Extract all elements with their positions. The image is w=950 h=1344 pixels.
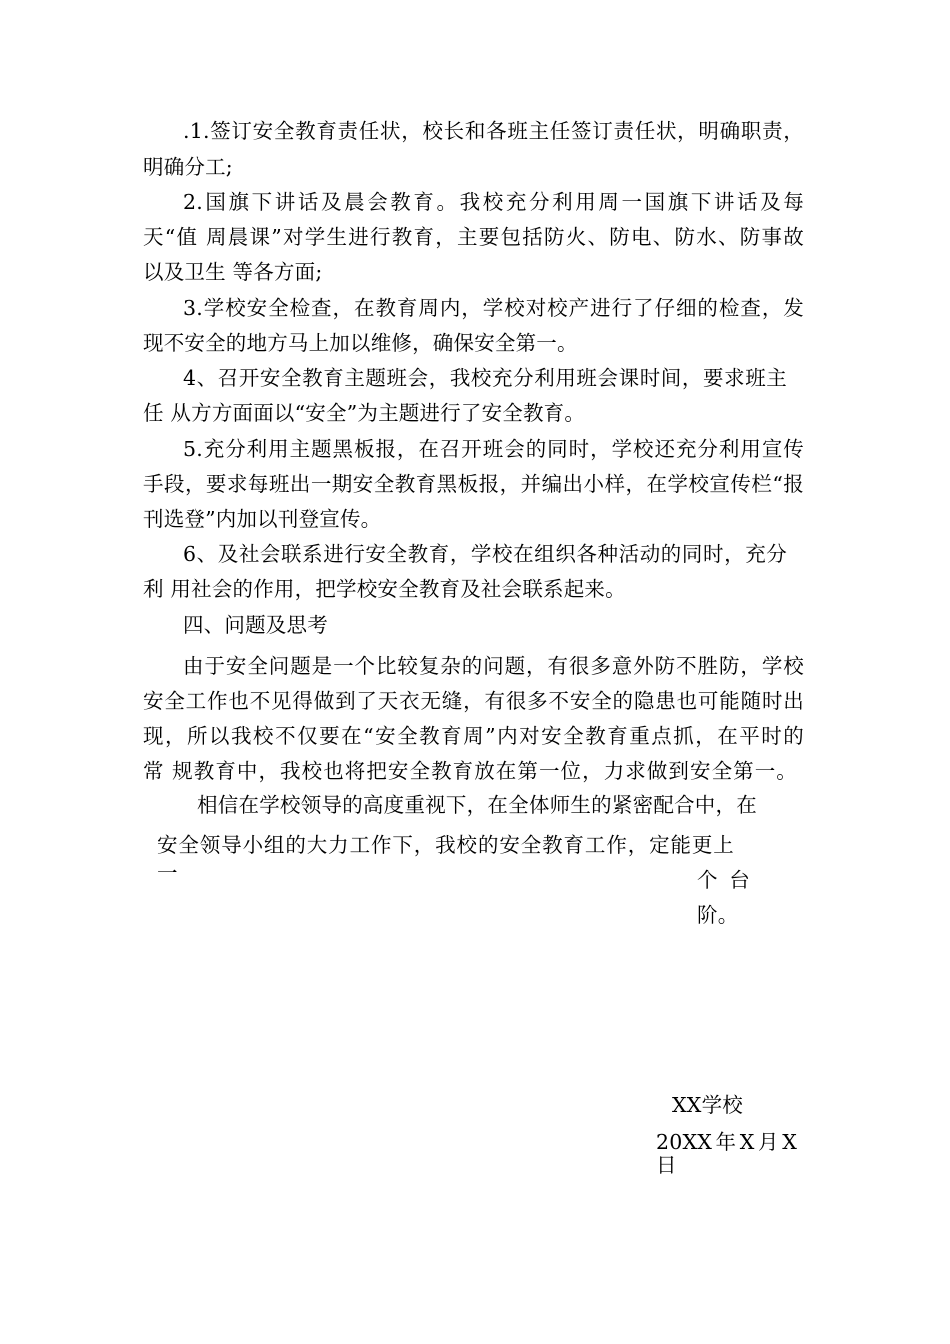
item-5-line-1: 5.充分利用主题黑板报，在召开班会的同时，学校还充分利用宣传 (183, 437, 804, 461)
item-6-line-1: 6、及社会联系进行安全教育，学校在组织各种活动的同时，充分 (183, 542, 787, 566)
item-6-line-2: 利 用社会的作用，把学校安全教育及社会联系起来。 (143, 577, 626, 601)
closing-line-3: 个 台 (697, 868, 750, 892)
signature-date-line-1: 20XX年X月X (656, 1130, 797, 1154)
closing-line-1: 相信在学校领导的高度重视下，在全体师生的紧密配合中，在 (197, 793, 757, 817)
reflection-line-1: 由于安全问题是一个比较复杂的问题，有很多意外防不胜防，学校 (183, 654, 804, 678)
section-heading: 四、问题及思考 (183, 613, 328, 637)
signature-school: XX学校 (672, 1093, 743, 1117)
reflection-line-3: 现，所以我校不仅要在“安全教育周”内对安全教育重点抓，在平时的 (143, 724, 804, 748)
item-1-line-1: .1.签订安全教育责任状，校长和各班主任签订责任状，明确职责， (183, 119, 804, 143)
item-2-line-1: 2.国旗下讲话及晨会教育。我校充分利用周一国旗下讲话及每 (183, 190, 804, 214)
item-2-line-2: 天“值 周晨课”对学生进行教育，主要包括防火、防电、防水、防事故 (143, 225, 804, 249)
item-4-line-1: 4、召开安全教育主题班会，我校充分利用班会课时间，要求班主 (183, 366, 787, 390)
item-5-line-3: 刊选登”内加以刊登宣传。 (143, 507, 382, 531)
closing-line-4: 阶。 (697, 903, 739, 927)
signature-date-line-2: 日 (656, 1153, 677, 1177)
item-1-line-2: 明确分工; (143, 155, 233, 179)
item-3-line-2: 现不安全的地方马上加以维修，确保安全第一。 (143, 331, 578, 355)
item-2-line-3: 以及卫生 等各方面; (143, 260, 323, 284)
reflection-line-2: 安全工作也不见得做到了天衣无缝，有很多不安全的隐患也可能随时出 (143, 689, 804, 713)
item-4-line-2: 任 从方方面面以“安全”为主题进行了安全教育。 (143, 401, 586, 425)
item-3-line-1: 3.学校安全检查，在教育周内，学校对校产进行了仔细的检查，发 (183, 296, 804, 320)
reflection-line-4: 常 规教育中，我校也将把安全教育放在第一位，力求做到安全第一。 (143, 759, 797, 783)
item-5-line-2: 手段，要求每班出一期安全教育黑板报，并编出小样，在学校宣传栏“报 (143, 472, 804, 496)
closing-line-2: 安全领导小组的大力工作下，我校的安全教育工作，定能更上一 (157, 833, 734, 885)
